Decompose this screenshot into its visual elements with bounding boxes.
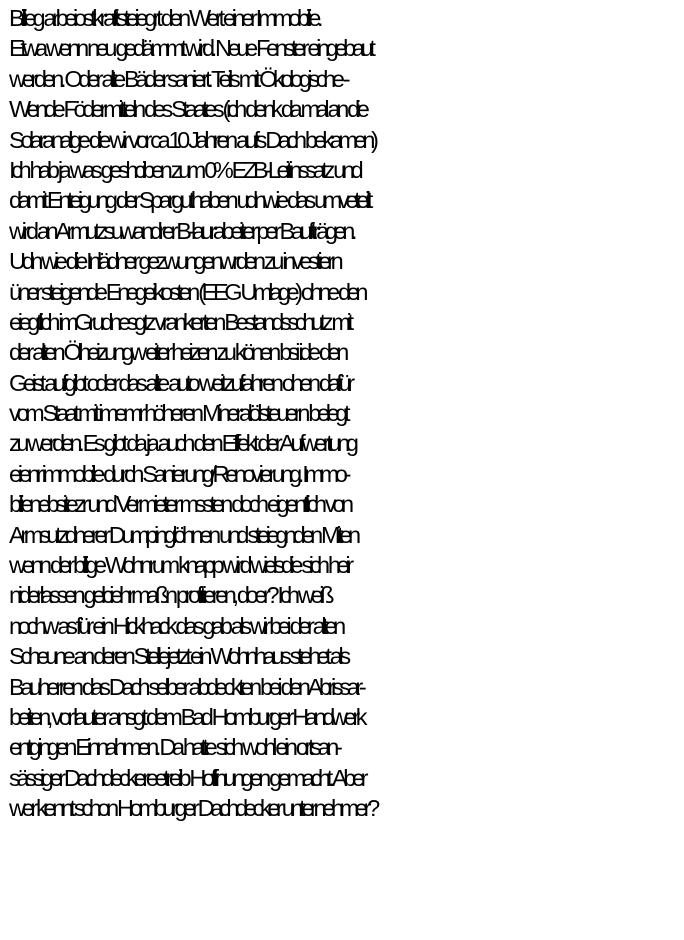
text-line-9: Udn wie die Inlädner gezwungenwrden zu investiern xyxy=(9,248,340,275)
text-line-20: niderlassen gelciehrmaßn profitieren, doer? Ich weiß xyxy=(9,582,331,609)
text-line-17: bilienebsitezr und Vermieter mssten doch eigentlich von xyxy=(9,491,350,518)
text-line-11: eiegtlich imGrudnesgtz vrankerten Bestandsschutz mit xyxy=(9,308,350,335)
text-line-24: beiten, vor lauter ansgt dem Bad Homburger Handwerk xyxy=(9,703,364,730)
text-line-27: wer kennt schon Homburger Dachdecker unternehmer? xyxy=(9,795,376,822)
text-line-12: der alten Ölheizungw eiter heizen zu könen bsi ide den xyxy=(9,339,345,366)
text-line-14: vom Staat mit imemr höheren Mineralölsteuern belegt xyxy=(9,400,347,427)
text-line-22: Scheune an deren Stellejetzt ein Wohnhaus stehet als xyxy=(9,643,347,670)
text-line-15: zu werden. Es gibt da ja auch den Effekt der Aufwertung xyxy=(9,430,355,457)
text-line-4: Wende Födermitteln des Staates (ich denk da mal an die xyxy=(9,96,366,123)
text-line-8: wird an Armutzsuwandrer B-laurabeiter per Baufträgen. xyxy=(9,217,354,244)
body-text xyxy=(9,3,684,824)
text-line-2: Etwa wenn neu gedämmt wird. Neue Fenster eingebaut xyxy=(9,35,372,62)
text-line-7: damit Enteigung der Sparguthaben udnwie das umveteilt xyxy=(9,187,369,214)
text-line-19: wenn der billige Wohnrum knapp wird wielsdie sich heir xyxy=(9,552,350,579)
text-line-26: sässiger Dachdeckereetreib Hoffnungen gemacht. Aber xyxy=(9,764,365,791)
text-line-23: Bauherren das Dach selber abdeckten bei den Abrissar- xyxy=(9,673,363,700)
text-line-1: Billieg arbeiostkraftsteiegrt den Wert einer Immobilie. xyxy=(9,5,320,31)
text-line-3: werden. Oder alte Bäder saniert. Teils mit Ökologische - xyxy=(9,65,347,92)
text-line-18: Armsutzdnerer Dumpinglöhnen und steiegnden Miten xyxy=(9,521,357,548)
text-line-10: üner steigende Enegeikosten (EEG Umlage) ohne den xyxy=(9,278,365,305)
text-line-16: eienr immobile durch Sanierung/Renovierung. Immo- xyxy=(9,460,348,487)
text-line-6: Ich hab ja was geshciben zum 0% EZB-Leitinssatz und xyxy=(9,156,360,183)
text-line-13: Geist aufgibt oder das alte auto weitzufahren ohen dafür xyxy=(9,369,351,396)
text-line-21: nochw as für ein Hickhack das gab als wir bei der alten xyxy=(9,612,342,639)
text-line-25: entgingen Einnahmen. Da hatte sich wohl ein ortsan- xyxy=(9,734,339,761)
text-line-5: Solaranalge die wir vor ca 10 Jahren aufs Dach bekamen) xyxy=(9,126,375,153)
